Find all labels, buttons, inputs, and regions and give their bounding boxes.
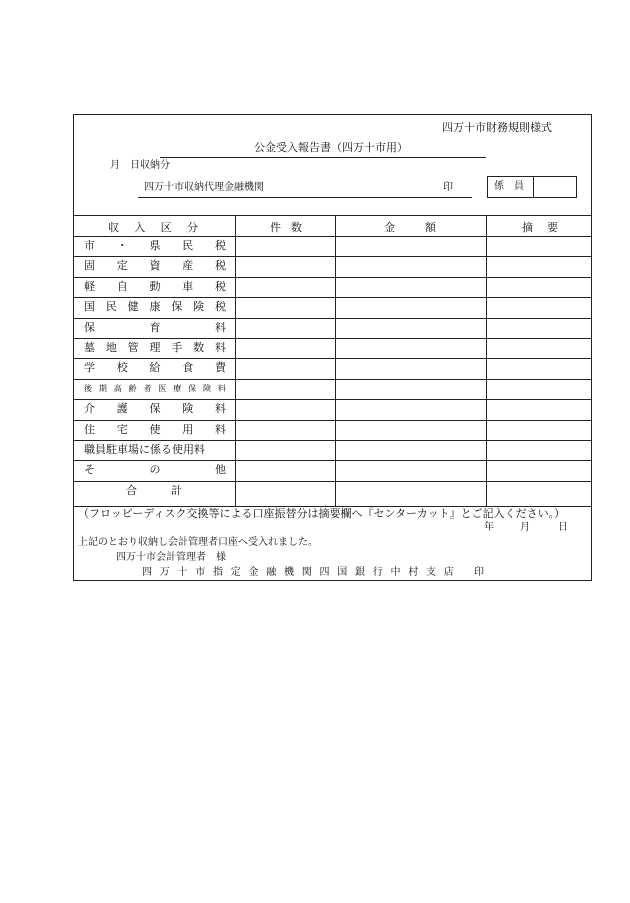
category-char: の — [149, 463, 161, 477]
category-char: 税 — [215, 239, 226, 252]
header-count: 件 数 — [270, 221, 302, 234]
table-top-rule — [74, 215, 591, 216]
category-char: 険 — [193, 300, 205, 314]
col-divider-2 — [335, 215, 336, 506]
category-char: ・ — [116, 239, 128, 252]
category-row-0 — [84, 236, 226, 256]
col-divider-3 — [486, 215, 487, 506]
agent-underline — [138, 197, 472, 198]
report-form — [73, 114, 592, 581]
category-char: 合 — [126, 483, 137, 497]
footer-addressee: 四万十市会計管理者 様 — [116, 552, 226, 563]
category-row-6 — [84, 358, 226, 378]
category-char: 住 — [84, 422, 95, 436]
category-char: 自 — [116, 279, 128, 293]
category-char: 産 — [182, 259, 194, 273]
category-char: 校 — [116, 361, 128, 375]
category-char: 康 — [149, 300, 161, 314]
category-row-8 — [84, 399, 226, 419]
category-char: 定 — [116, 259, 128, 273]
category-char: 後 — [84, 383, 92, 393]
category-char: 食 — [182, 361, 194, 375]
footer-year: 年 — [484, 522, 494, 533]
category-char: 税 — [215, 279, 226, 293]
form-title: 公金受入報告書（四万十市用） — [254, 141, 408, 154]
agent-name: 四万十市収納代理金融機関 — [144, 182, 264, 193]
category-char: 税 — [215, 259, 226, 273]
header-remarks: 摘 要 — [522, 221, 558, 234]
footer-day: 日 — [558, 522, 568, 533]
category-char: 県 — [149, 239, 161, 252]
footer-bank: 四 万 十 市 指 定 金 融 機 関 四 国 銀 行 中 村 支 店 — [142, 567, 454, 578]
category-char: 数 — [193, 341, 205, 354]
style-label: 四万十市財務規則様式 — [442, 121, 552, 134]
footer-month: 月 — [520, 522, 530, 533]
category-char: 管 — [127, 341, 139, 354]
category-char: 手 — [171, 341, 183, 354]
category-char: 介 — [84, 402, 95, 416]
category-row-5 — [84, 338, 226, 358]
clerk-box — [487, 176, 577, 198]
category-char: 墓 — [84, 341, 95, 354]
header-category: 収 入 区 分 — [108, 221, 198, 234]
category-char: 料 — [215, 422, 226, 436]
category-row-2 — [84, 277, 226, 297]
category-char: 固 — [84, 259, 95, 273]
header-amount: 金 額 — [384, 221, 436, 234]
category-char: 医 — [158, 383, 167, 393]
category-char: 地 — [105, 341, 117, 354]
category-char: 市 — [84, 239, 95, 252]
category-char: 使 — [149, 422, 161, 436]
col-divider-1 — [235, 215, 236, 506]
category-row-3 — [84, 297, 226, 317]
category-char: そ — [84, 463, 95, 477]
category-char: 車 — [182, 279, 194, 293]
category-char: 料 — [214, 341, 226, 354]
category-char: 料 — [215, 402, 226, 416]
category-char: 料 — [217, 383, 226, 393]
category-char: 療 — [173, 383, 182, 393]
category-char: 給 — [149, 361, 161, 375]
category-char: 学 — [84, 361, 95, 375]
category-char: 護 — [116, 402, 128, 416]
category-row-9 — [84, 420, 226, 440]
category-char: 国 — [84, 300, 95, 314]
category-row-1 — [84, 256, 226, 276]
clerk-label: 係 員 — [494, 181, 524, 192]
footer-bank-seal: 印 — [474, 567, 484, 578]
category-char: 期 — [98, 383, 107, 393]
category-char: 理 — [149, 341, 161, 354]
category-char: 用 — [182, 422, 194, 436]
category-char: 育 — [149, 320, 161, 334]
category-char: 料 — [215, 320, 226, 334]
title-underline — [160, 157, 486, 158]
date-day-received: 日収納分 — [130, 160, 170, 171]
clerk-divider — [533, 177, 534, 197]
category-row-7 — [84, 379, 226, 399]
category-char: 軽 — [84, 279, 95, 293]
category-char: 保 — [84, 320, 95, 334]
category-char: 齢 — [128, 383, 137, 393]
category-char: 高 — [113, 383, 122, 393]
category-char: 保 — [171, 300, 183, 314]
date-month: 月 — [110, 160, 120, 171]
category-char: 保 — [149, 402, 161, 416]
category-char: 職員駐車場に係る使用料 — [84, 443, 205, 456]
category-char: 者 — [143, 383, 152, 393]
footer-statement: 上記のとおり収納し会計管理者口座へ受入れました。 — [78, 537, 318, 548]
category-char: 民 — [105, 300, 117, 314]
category-char: 険 — [182, 402, 194, 416]
category-char: 資 — [149, 259, 161, 273]
category-row-11 — [84, 460, 226, 480]
category-row-total — [126, 481, 182, 501]
category-row-4 — [84, 318, 226, 338]
category-char: 税 — [214, 300, 226, 314]
category-row-10 — [84, 440, 226, 460]
agent-seal: 印 — [443, 182, 453, 193]
category-char: 他 — [215, 463, 226, 477]
category-char: 健 — [127, 300, 139, 314]
category-char: 保 — [188, 383, 197, 393]
footer-note: （フロッピーディスク交換等による口座振替分は摘要欄へ『センターカット』とご記入ください。） — [78, 507, 566, 520]
category-char: 計 — [171, 483, 182, 497]
category-char: 民 — [182, 239, 194, 252]
category-char: 動 — [149, 279, 161, 293]
category-char: 費 — [215, 361, 226, 375]
category-char: 宅 — [116, 422, 128, 436]
category-char: 険 — [203, 383, 211, 393]
